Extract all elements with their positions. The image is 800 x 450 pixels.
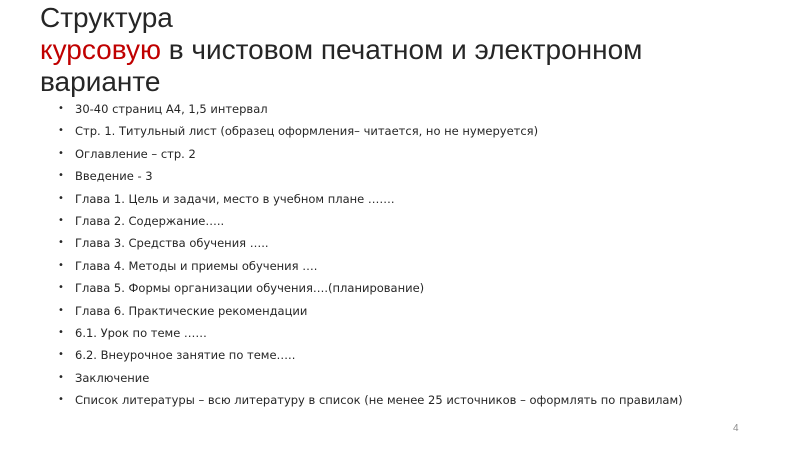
bullet-item: [58, 191, 758, 213]
bullet-text: 6.1. Урок по теме ……: [75, 325, 207, 340]
bullet-text: 30-40 страниц А4, 1,5 интервал: [75, 102, 268, 116]
bullet-text: Глава 5. Формы организации обучения….(планирование): [75, 281, 425, 296]
bullet-item: [58, 392, 758, 414]
bullet-item: [58, 101, 758, 123]
bullet-text: Глава 6. Практические рекомендации: [75, 303, 308, 318]
bullet-icon: •: [58, 259, 64, 271]
bullet-icon: •: [58, 170, 64, 182]
bullet-item: [58, 280, 758, 302]
bullet-icon: •: [58, 103, 64, 114]
bullet-icon: •: [58, 371, 64, 383]
bullet-item: [58, 347, 758, 369]
bullet-text: Список литературы – всю литературу в список (не менее 25 источников – оформлять по правилам): [75, 393, 683, 408]
bullet-text: Глава 2. Содержание…..: [75, 213, 225, 228]
title-line-3: варианте: [40, 66, 161, 97]
bullet-item: [58, 370, 758, 392]
title-line-1: Структура: [40, 2, 173, 33]
bullet-text: Глава 4. Методы и приемы обучения ….: [75, 258, 318, 273]
bullet-text: Глава 3. Средства обучения …..: [75, 236, 269, 251]
bullet-item: [58, 146, 758, 168]
bullet-icon: •: [58, 147, 64, 159]
bullet-text: Глава 1. Цель и задачи, место в учебном плане …….: [75, 191, 395, 206]
bullet-text: Оглавление – стр. 2: [75, 146, 196, 161]
bullet-icon: •: [58, 349, 64, 361]
bullet-item: [58, 123, 758, 145]
bullet-list: [58, 101, 758, 414]
title-accent-word: курсовую: [40, 34, 161, 65]
bullet-icon: •: [58, 192, 64, 204]
bullet-icon: •: [58, 237, 64, 249]
bullet-item: [58, 168, 758, 190]
bullet-item: [58, 325, 758, 347]
bullet-icon: •: [58, 214, 64, 226]
bullet-text: Заключение: [75, 370, 150, 385]
bullet-item: [58, 235, 758, 257]
bullet-icon: •: [58, 394, 64, 406]
bullet-item: [58, 258, 758, 280]
bullet-icon: •: [58, 304, 64, 316]
bullet-icon: •: [58, 326, 64, 338]
page-number: 4: [733, 423, 739, 434]
bullet-text: Введение - 3: [75, 169, 153, 184]
bullet-item: [58, 303, 758, 325]
bullet-text: Стр. 1. Титульный лист (образец оформления– читается, но не нумеруется): [75, 124, 539, 139]
bullet-icon: •: [58, 282, 64, 294]
slide-title: [40, 2, 780, 98]
bullet-item: [58, 213, 758, 235]
bullet-text: 6.2. Внеурочное занятие по теме…..: [75, 348, 296, 363]
title-line-2-rest: в чистовом печатном и электронном: [160, 34, 643, 65]
bullet-icon: •: [58, 125, 64, 137]
